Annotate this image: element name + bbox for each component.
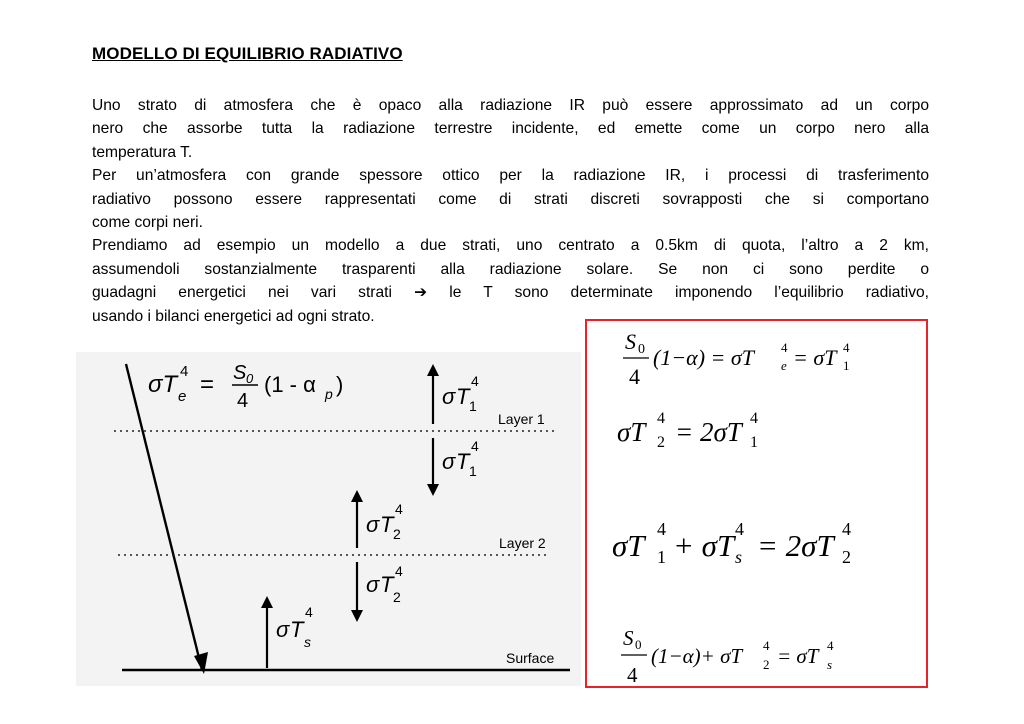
svg-text:= σT: = σT: [793, 345, 837, 370]
page-title: MODELLO DI EQUILIBRIO RADIATIVO: [92, 44, 403, 63]
svg-text:4: 4: [471, 438, 479, 454]
f-sigma: σ: [148, 371, 163, 398]
equations-box: [585, 319, 928, 688]
svg-text:0: 0: [635, 637, 642, 652]
layer-1-label: Layer 1: [498, 411, 545, 427]
arrow-right-icon: ➔: [414, 284, 428, 302]
flux-label-layer2-down: [366, 563, 403, 605]
svg-text:= 2σT: = 2σT: [757, 528, 834, 563]
f-close: ): [336, 372, 344, 397]
text-line: temperatura T.: [92, 143, 193, 161]
f-paren: (1 - α: [264, 372, 316, 397]
svg-text:4: 4: [629, 364, 640, 389]
svg-text:4: 4: [395, 501, 403, 517]
svg-text:1: 1: [750, 434, 758, 451]
f-sub-p: p: [325, 386, 333, 402]
svg-text:= σT: = σT: [777, 644, 819, 668]
svg-text:4: 4: [471, 373, 479, 389]
svg-text:(1−α) = σT: (1−α) = σT: [653, 345, 754, 370]
svg-text:(1−α)+ σT: (1−α)+ σT: [651, 644, 743, 668]
svg-text:= 2σT: = 2σT: [675, 417, 742, 447]
arrowhead: [351, 490, 363, 502]
flux-label-layer2-up: [366, 501, 403, 542]
svg-text:2: 2: [393, 526, 401, 542]
svg-text:1: 1: [843, 358, 850, 373]
svg-text:σ: σ: [366, 512, 380, 537]
flux-label-layer1-up: [442, 373, 479, 414]
f-S-sub: 0: [246, 371, 254, 386]
f-den: 4: [237, 390, 249, 412]
svg-text:4: 4: [627, 663, 638, 687]
text-line: Per un’atmosfera con grande spessore ottico per la radiazione IR, i processi di trasferimento: [92, 167, 929, 185]
svg-text:4: 4: [781, 340, 788, 355]
arrowhead: [427, 484, 439, 496]
svg-text:σ: σ: [276, 617, 290, 642]
svg-text:2: 2: [393, 589, 401, 605]
svg-text:1: 1: [469, 463, 477, 479]
f-sub-e: e: [178, 388, 187, 405]
svg-text:T: T: [456, 384, 470, 409]
svg-text:4: 4: [842, 519, 851, 539]
svg-text:s: s: [827, 657, 833, 672]
svg-text:s: s: [735, 547, 743, 567]
svg-text:4: 4: [750, 410, 758, 427]
flux-label-layer1-down: [442, 438, 479, 479]
arrowhead: [427, 364, 439, 376]
svg-text:σT: σT: [612, 528, 645, 563]
body-text: [92, 94, 929, 328]
text-line: usando i bilanci energetici ad ogni strato.: [92, 307, 375, 325]
svg-text:e: e: [781, 358, 787, 373]
layer-2-label: Layer 2: [499, 535, 546, 551]
layer-model-diagram: [76, 352, 581, 686]
svg-text:+ σT: + σT: [673, 528, 735, 563]
svg-text:S: S: [623, 626, 634, 650]
text-line: come corpi neri.: [92, 214, 203, 232]
svg-text:1: 1: [469, 398, 477, 414]
text-line: nero che assorbe tutta la radiazione terrestre incidente, ed emette come un corpo nero alla: [92, 120, 929, 138]
f-T: T: [162, 371, 178, 398]
effective-temperature-formula: [148, 362, 343, 412]
equations-svg: [587, 321, 930, 690]
f-S: S: [233, 362, 247, 384]
text-segment: guadagni energetici nei vari strati: [92, 284, 392, 302]
svg-text:T: T: [290, 617, 304, 642]
svg-text:S: S: [625, 329, 636, 354]
svg-text:T: T: [380, 572, 394, 597]
svg-text:4: 4: [657, 410, 665, 427]
svg-text:4: 4: [657, 519, 666, 539]
text-line: [92, 281, 929, 304]
f-equals: =: [200, 371, 215, 398]
svg-text:σ: σ: [366, 572, 380, 597]
svg-text:4: 4: [827, 638, 834, 653]
svg-text:2: 2: [657, 434, 665, 451]
text-line: Prendiamo ad esempio un modello a due strati, uno centrato a 0.5km di quota, l’altro a 2 km,: [92, 237, 929, 255]
svg-text:0: 0: [638, 342, 645, 357]
svg-text:4: 4: [395, 563, 403, 579]
svg-text:σ: σ: [442, 449, 456, 474]
svg-text:4: 4: [843, 340, 850, 355]
svg-text:T: T: [380, 512, 394, 537]
solar-incoming-arrow: [126, 364, 202, 670]
svg-text:σ: σ: [442, 384, 456, 409]
text-line: Uno strato di atmosfera che è opaco alla radiazione IR può essere approssimato ad un corpo: [92, 97, 929, 114]
svg-text:σT: [148, 371, 179, 398]
svg-text:2: 2: [842, 547, 851, 567]
surface-label: Surface: [506, 650, 555, 666]
svg-text:2: 2: [763, 657, 770, 672]
arrowhead: [261, 596, 273, 608]
svg-text:4: 4: [305, 604, 313, 620]
layer-labels: [498, 411, 554, 666]
text-line: radiativo possono essere rappresentati come di strati discreti sovrapposti che si comportano: [92, 190, 929, 208]
text-line: assumendoli sostanzialmente trasparenti alla radiazione solare. Se non ci sono perdite o: [92, 260, 929, 278]
svg-text:σT: σT: [617, 417, 646, 447]
f-sup4: 4: [180, 363, 189, 380]
flux-labels: [276, 373, 479, 650]
equation-3: [612, 519, 851, 567]
layer-model-figure: [76, 352, 581, 686]
flux-label-surface: [276, 604, 313, 650]
text-segment: le T sono determinate imponendo l’equilibrio radiativo,: [449, 284, 930, 302]
equation-1: [623, 329, 850, 389]
svg-text:4: 4: [763, 638, 770, 653]
svg-text:T: T: [456, 449, 470, 474]
equation-4: [621, 626, 834, 687]
arrowhead: [351, 610, 363, 622]
svg-text:1: 1: [657, 547, 666, 567]
svg-text:4: 4: [735, 519, 744, 539]
svg-text:s: s: [304, 634, 311, 650]
equation-2: [617, 410, 758, 451]
